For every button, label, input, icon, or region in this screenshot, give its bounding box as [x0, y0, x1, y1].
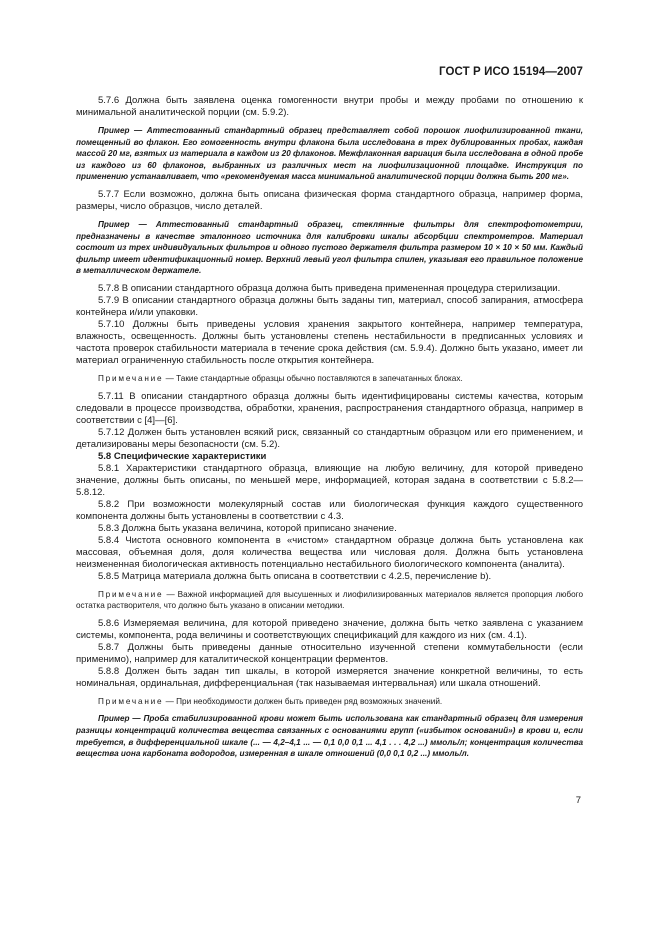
paragraph-5-7-7: 5.7.7 Если возможно, должна быть описана физическая форма стандартного образца, например форма, размеры, число образцов, число деталей. — [76, 188, 583, 212]
note-paragraph — [76, 589, 583, 612]
example-paragraph: Пример — Аттестованный стандартный образец, стеклянные фильтры для спектрофотометрии, предназначены в качестве эталонного источника для калибровки шкалы абсорбции спектрометров. Материал состоит из трех индивидуальных фильтров и одного пустого держателя фильтра размером 10 × 10 × 50 мм. Каждый фильтр имеет идентификационный номер. Верхний левый угол фильтра спилен, указывая его правильное положение в металлическом держателе. — [76, 219, 583, 276]
paragraph-5-7-11: 5.7.11 В описании стандартного образца должны быть идентифицированы системы качества, которым следовали в процессе производства, обработки, хранения, распространения стандартного образца, например в соответствии с [4]—[6]. — [76, 390, 583, 426]
example-paragraph: Пример — Аттестованный стандартный образец представляет собой порошок лиофилизированной ткани, помещенный во флакон. Его гомогенность внутри флакона была исследована в трех дублированных пробах, каждая массой 20 мг, взятых из материала в каждом из 20 флаконов. Межфлаконная вариация была исследована в одной пробе из каждого из 60 флаконов, выбранных из различных мест на лиофилизационной площадке. Инструкция по применению устанавливает, что «рекомендуемая масса минимальной аналитической порции должна быть 200 мг». — [76, 126, 583, 182]
note-text: — Такие стандартные образцы обычно поставляются в запечатанных блоках. — [163, 373, 463, 383]
paragraph-5-8-3: 5.8.3 Должна быть указана величина, которой приписано значение. — [98, 522, 397, 534]
paragraph-5-8-1: 5.8.1 Характеристики стандартного образца, влияющие на любую величину, для которой приведено значение, должны быть описаны, по меньшей мере, информацией, которая задана в соответствии с 5.8.2—5.8.12. — [76, 462, 583, 498]
paragraph-5-8-8: 5.8.8 Должен быть задан тип шкалы, в которой измеряется значение конкретной величины, то есть номинальная, ординальная, дифференциальная (так называемая интервальная) или шкала отношений. — [76, 665, 583, 689]
document-header: ГОСТ Р ИСО 15194—2007 — [438, 66, 583, 78]
section-heading-5-8: 5.8 Специфические характеристики — [98, 450, 267, 462]
note-label: Примечание — [98, 696, 164, 706]
note-paragraph — [76, 373, 583, 385]
paragraph-5-7-12: 5.7.12 Должен быть установлен всякий риск, связанный со стандартным образцом или его применением, и детализированы меры безопасности (см. 5.2). — [76, 426, 583, 450]
paragraph-5-8-6: 5.8.6 Измеряемая величина, для которой приведено значение, должна быть четко заявлена с указанием системы, компонента, рода величины и соответствующих спецификаций для каждого из них (см. 4.1). — [76, 617, 583, 641]
document-body — [76, 95, 583, 766]
note-paragraph — [76, 696, 583, 708]
page-number: 7 — [575, 795, 581, 806]
paragraph-5-7-10: 5.7.10 Должны быть приведены условия хранения закрытого контейнера, например температура, влажность, освещенность. Должны быть установлены степень нестабильности в предписанных условиях и частота проверок стабильности материала в течение срока действия (см. 5.9.4). Должно быть указано, имеет ли материал ограниченную стабильность после открытия контейнера. — [76, 318, 583, 366]
note-text: — Важной информацией для высушенных и лиофилизированных материалов является пропорция любого остатка растворителя, что должно быть указано в описании методики. — [76, 589, 583, 611]
paragraph-5-7-6: 5.7.6 Должна быть заявлена оценка гомогенности внутри пробы и между пробами по отношению к минимальной аналитической порции (см. 5.9.2). — [76, 95, 583, 118]
paragraph-5-8-5: 5.8.5 Матрица материала должна быть описана в соответствии с 4.2.5, перечисление b). — [98, 570, 492, 582]
paragraph-5-8-4: 5.8.4 Чистота основного компонента в «чистом» стандартном образце должна быть установлена как массовая, объемная доля, доля количества вещества или числовая доля. Должна быть установлена неизмененная биологическая активность потенциально нестабильного биологического компонента (аналита). — [76, 534, 583, 570]
paragraph-5-7-8: 5.7.8 В описании стандартного образца должна быть приведена примененная процедура стерилизации. — [98, 282, 561, 294]
paragraph-5-8-7: 5.8.7 Должны быть приведены данные относительно изученной степени коммутабельности (если применимо), например для каталитической концентрации ферментов. — [76, 641, 583, 665]
note-text: — При необходимости должен быть приведен ряд возможных значений. — [163, 696, 443, 706]
note-label: Примечание — [98, 589, 164, 599]
paragraph-5-8-2: 5.8.2 При возможности молекулярный состав или биологическая функция каждого существенного компонента должны быть установлены в соответствии с 4.3. — [76, 498, 583, 522]
example-paragraph: Пример — Проба стабилизированной крови может быть использована как стандартный образец для измерения разницы концентраций количества вещества связанных с основаниями групп («избыток оснований») в крови и, если требуется, в дифференциальной шкале (... — 4,2–4,1 ... — 0,1 0,0 0,1 ... 4,1 . . . 4,2 ...) ммоль/л; концентрация количества вещества иона карбоната водородов, измеренная в шкале отношений (0,0 0,1 0,2 ...) ммоль/л. — [76, 714, 583, 759]
note-label: Примечание — [98, 373, 164, 383]
paragraph-5-7-9: 5.7.9 В описании стандартного образца должны быть заданы тип, материал, способ запирания, атмосфера контейнера и/или упаковки. — [76, 294, 583, 318]
